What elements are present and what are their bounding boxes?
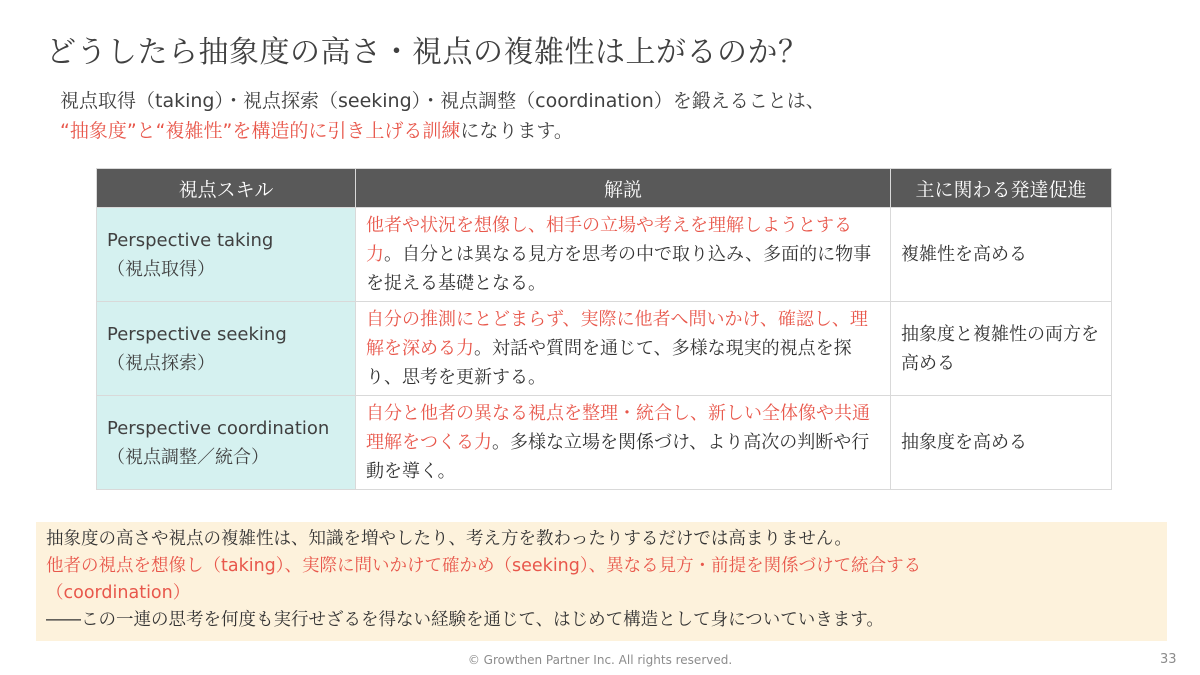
- table-header-row: [97, 169, 1112, 208]
- note-line-1: 抽象度の高さや視点の複雑性は、知識を増やしたり、考え方を教わったりするだけでは高まりません。: [46, 529, 852, 549]
- skill-cell: [97, 208, 356, 302]
- effect-cell: 抽象度と複雑性の両方を高める: [891, 302, 1112, 396]
- skill-name: Perspective taking: [107, 229, 274, 251]
- lead-text: [60, 86, 825, 146]
- skill-cell: [97, 396, 356, 490]
- lead-rest: になります。: [460, 120, 573, 142]
- description-rest: 。自分とは異なる見方を思考の中で取り込み、多面的に物事を捉える基礎となる。: [366, 244, 872, 294]
- skill-name-ja: （視点探索）: [107, 352, 215, 374]
- table-row: [97, 396, 1112, 490]
- effect-cell: 抽象度を高める: [891, 396, 1112, 490]
- page-number: 33: [1160, 652, 1177, 667]
- description-emphasis: 他者や状況を想像し、相手の立場や考えを理解しようとする力: [366, 215, 852, 265]
- note-line-2: 他者の視点を想像し（taking）、実際に問いかけて確かめ（seeking）、異なる見方・前提を関係づけて統合する: [46, 556, 922, 576]
- skill-cell: [97, 302, 356, 396]
- description-cell: [356, 208, 891, 302]
- slide-title: どうしたら抽象度の高さ・視点の複雑性は上がるのか？: [46, 35, 809, 70]
- description-cell: [356, 396, 891, 490]
- table-row: [97, 208, 1112, 302]
- description-emphasis: 自分と他者の異なる視点を整理・統合し、新しい全体像や共通理解をつくる力: [366, 403, 870, 453]
- summary-note-box: [36, 522, 1167, 641]
- description-rest: 。多様な立場を関係づけ、より高次の判断や行動を導く。: [366, 432, 870, 482]
- header-skill: 視点スキル: [97, 169, 356, 208]
- description-rest: 。対話や質問を通じて、多様な現実的視点を探り、思考を更新する。: [366, 338, 852, 388]
- skill-name-ja: （視点取得）: [107, 258, 215, 280]
- lead-line-1: 視点取得（taking）・視点探索（seeking）・視点調整（coordination）を鍛えることは、: [60, 90, 825, 112]
- skill-name: Perspective seeking: [107, 323, 287, 345]
- lead-emphasis: “抽象度”と“複雑性”を構造的に引き上げる訓練: [60, 120, 461, 142]
- skill-name-ja: （視点調整／統合）: [107, 446, 269, 468]
- header-description: 解説: [356, 169, 891, 208]
- header-effect: 主に関わる発達促進: [891, 169, 1112, 208]
- lead-line-2: [60, 116, 825, 146]
- note-line-4: ――この一連の思考を何度も実行せざるを得ない経験を通じて、はじめて構造として身についていきます。: [46, 610, 884, 630]
- effect-cell: 複雑性を高める: [891, 208, 1112, 302]
- table-row: [97, 302, 1112, 396]
- skill-name: Perspective coordination: [107, 417, 330, 439]
- description-cell: [356, 302, 891, 396]
- note-line-3: （coordination）: [46, 583, 191, 603]
- description-emphasis: 自分の推測にとどまらず、実際に他者へ問いかけ、確認し、理解を深める力: [366, 309, 868, 359]
- perspective-skills-table: [96, 168, 1112, 490]
- copyright-footer: © Growthen Partner Inc. All rights reserved.: [467, 653, 733, 667]
